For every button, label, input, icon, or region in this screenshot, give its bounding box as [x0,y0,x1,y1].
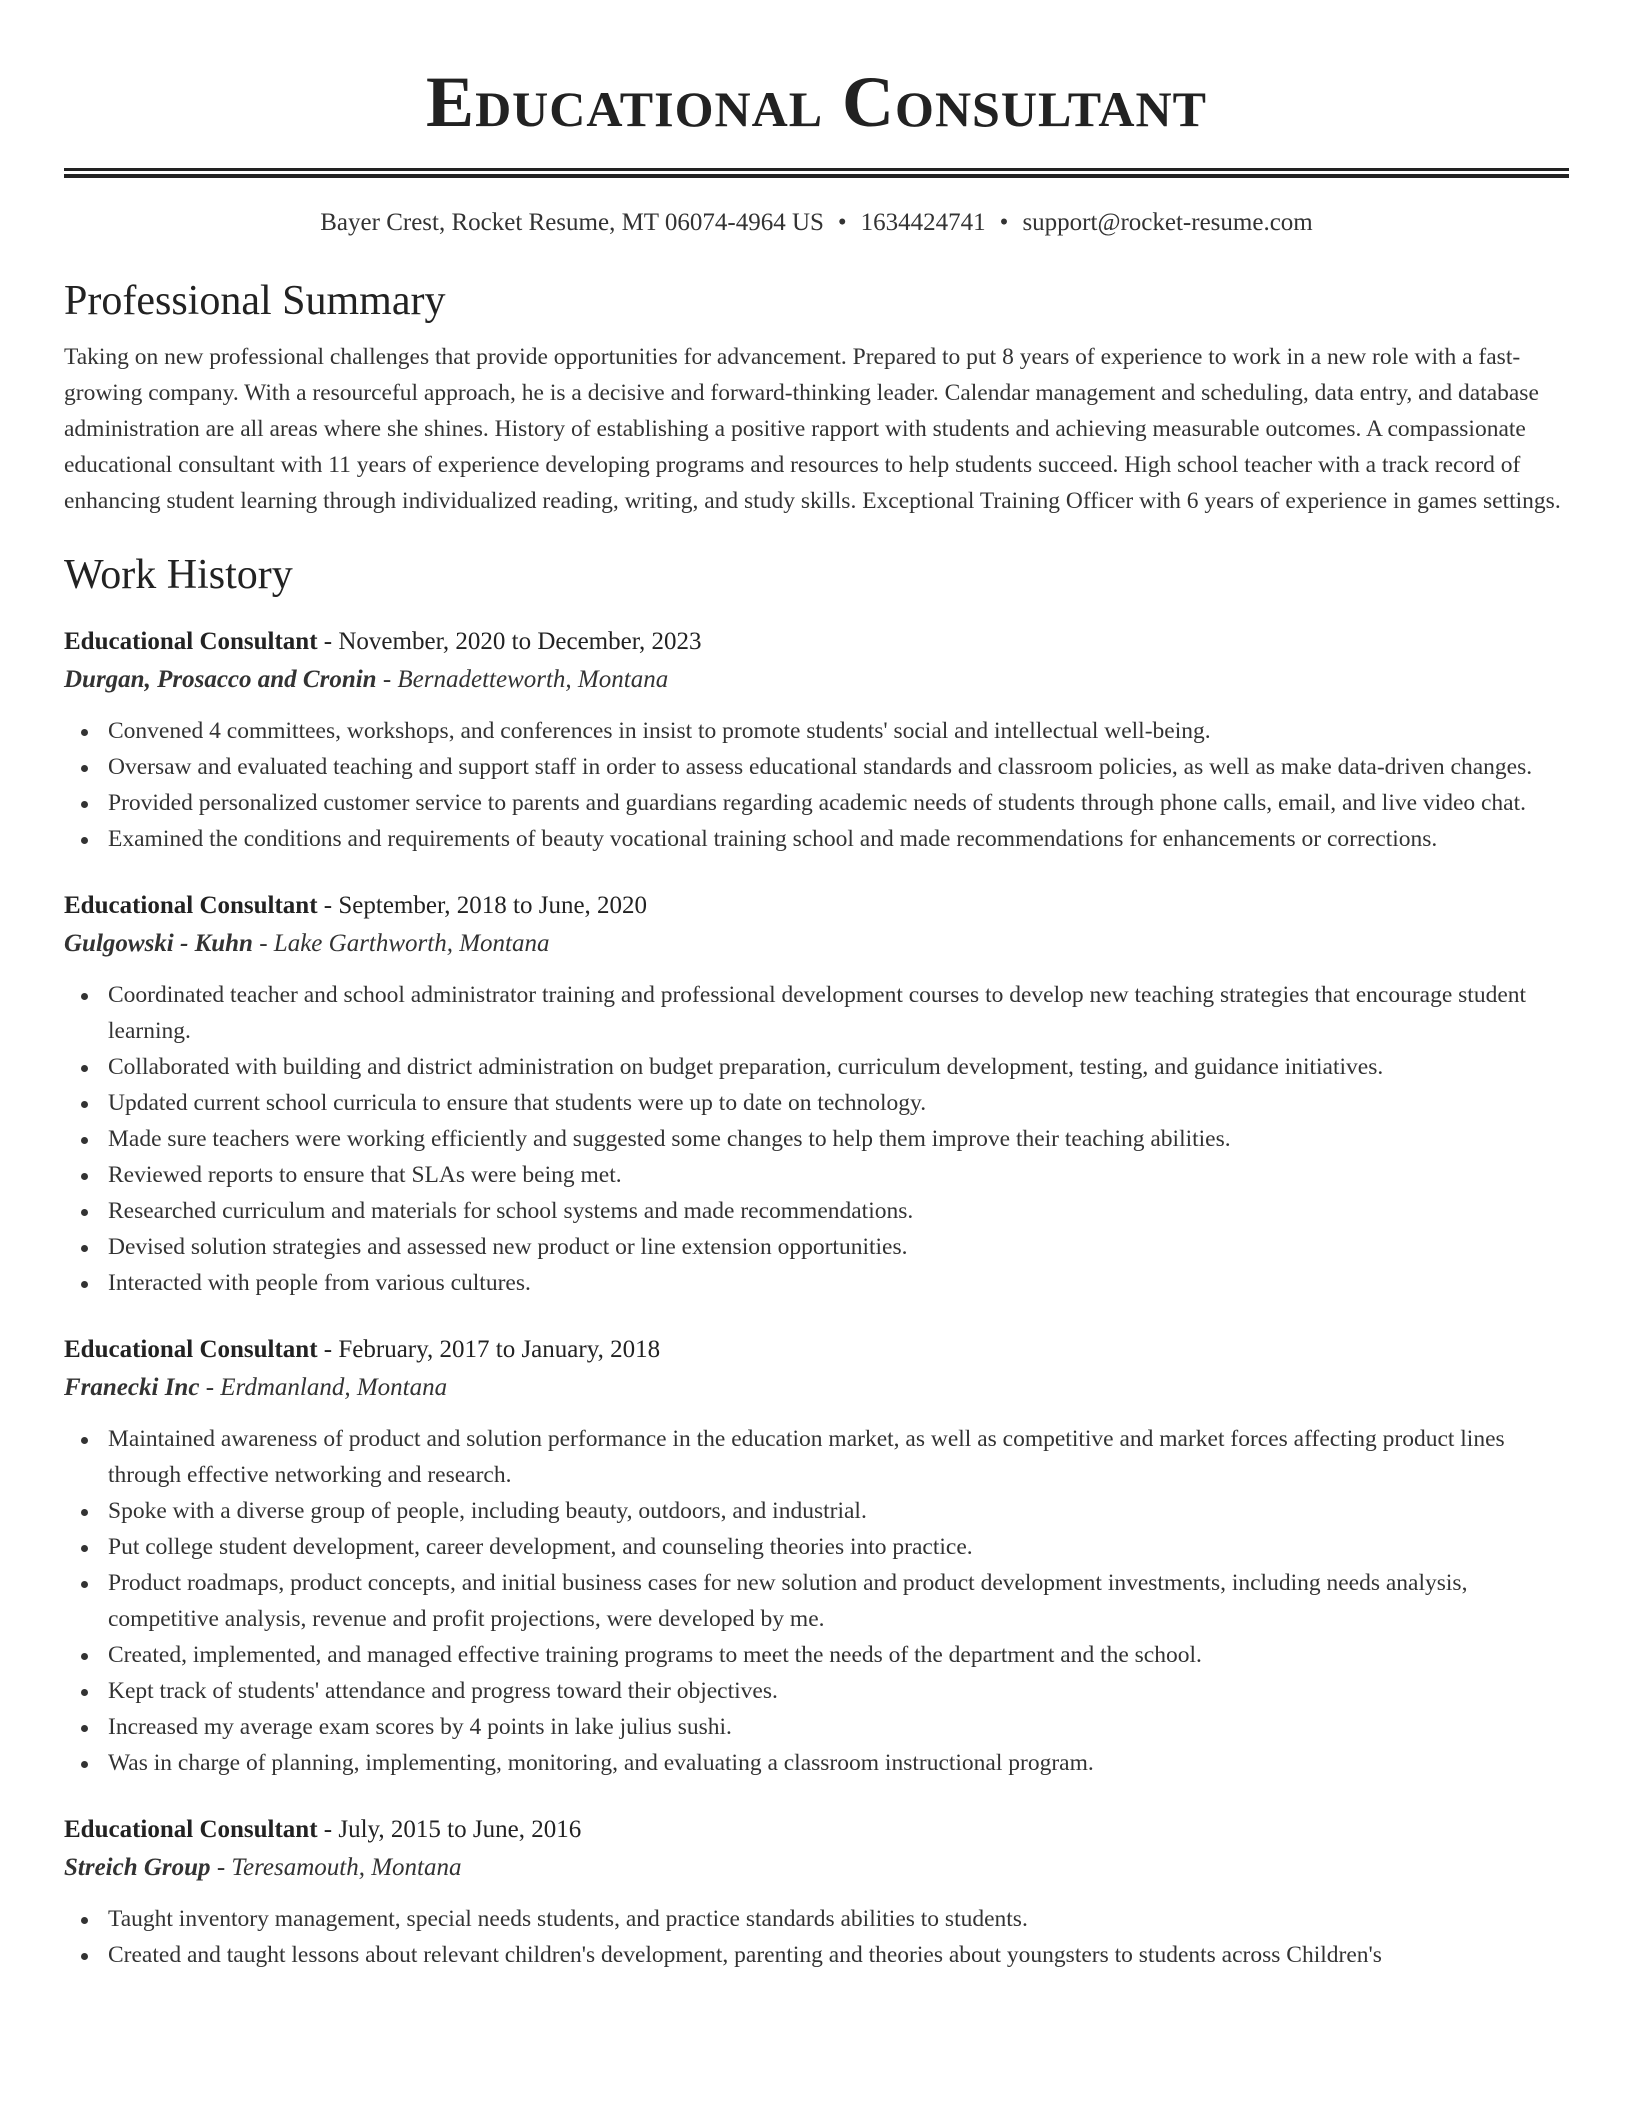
job-bullet [108,1229,1569,1265]
job-bullet-text: Collaborated with building and district administration on budget preparation, curriculum development, testing, and guidance initiatives. [108,1054,1384,1080]
bullet-dot-icon [81,1245,88,1252]
job-dash: - [317,628,339,655]
job-entry [64,887,1569,1301]
job-bullet [108,1085,1569,1121]
bullet-dot-icon [81,1101,88,1108]
job-entry [64,623,1569,857]
job-bullet-text: Spoke with a diverse group of people, including beauty, outdoors, and industrial. [108,1498,867,1524]
job-company: Franecki Inc [64,1374,200,1401]
job-bullet [108,713,1569,749]
work-history-heading: Work History [64,552,293,598]
bullet-dot-icon [81,1545,88,1552]
job-bullet [108,785,1569,821]
job-bullet [108,1265,1569,1301]
job-location: Teresamouth, Montana [231,1854,462,1881]
job-bullet-text: Was in charge of planning, implementing, monitoring, and evaluating a classroom instructional program. [108,1750,1094,1776]
bullet-dot-icon [81,1917,88,1924]
contact-email: support@rocket-resume.com [1022,209,1313,236]
job-dates: February, 2017 to January, 2018 [338,1336,661,1363]
job-bullet [108,1745,1569,1781]
job-bullet [108,1637,1569,1673]
job-bullet-text: Researched curriculum and materials for school systems and made recommendations. [108,1198,914,1224]
summary-text: Taking on new professional challenges that provide opportunities for advancement. Prepared to put 8 years of experience to work in a new role with a fast-growing company. With a resourceful approach, he is a decisive and forward-thinking leader. Calendar management and scheduling, data entry, and database administration are all areas where she shines. History of establishing a positive rapport with students and achieving measurable outcomes. A compassionate educational consultant with 11 years of experience developing programs and resources to help students succeed. High school teacher with a track record of enhancing student learning through individualized reading, writing, and study skills. Exceptional Training Officer with 6 years of experience in games settings. [64,344,1561,514]
job-location: Lake Garthworth, Montana [273,930,550,957]
job-company-line [64,661,1569,699]
job-header [64,623,1569,661]
contact-phone: 1634424741 [860,209,986,236]
job-bullet-text: Coordinated teacher and school administrator training and professional development courses to develop new teaching strategies that encourage student learning. [108,982,1527,1044]
job-bullet-text: Interacted with people from various cultures. [108,1270,531,1296]
bullet-dot-icon [81,1137,88,1144]
contact-separator: • [999,209,1009,236]
job-header [64,1811,1569,1849]
job-bullet-list [64,1901,1569,1973]
job-bullet-text: Created and taught lessons about relevant children's development, parenting and theories about youngsters to students across Children's [108,1942,1382,1968]
job-location: Erdmanland, Montana [220,1374,448,1401]
job-bullet [108,749,1569,785]
bullet-dot-icon [81,1689,88,1696]
job-dash: - [252,930,274,957]
job-bullet-text: Increased my average exam scores by 4 points in lake julius sushi. [108,1714,732,1740]
job-dates: September, 2018 to June, 2020 [338,892,648,919]
job-dash: - [317,892,339,919]
bullet-dot-icon [81,1653,88,1660]
job-header [64,1331,1569,1369]
job-location: Bernadetteworth, Montana [397,666,669,693]
job-bullet [108,1673,1569,1709]
work-history-list [64,623,1569,1973]
contact-separator: • [837,209,847,236]
job-bullet-text: Maintained awareness of product and solution performance in the education market, as well as competitive and market forces affecting product lines through effective networking and research. [108,1426,1505,1488]
bullet-dot-icon [81,801,88,808]
job-bullet-text: Created, implemented, and managed effective training programs to meet the needs of the department and the school. [108,1642,1202,1668]
job-dates: July, 2015 to June, 2016 [338,1816,582,1843]
job-bullet [108,977,1569,1049]
bullet-dot-icon [81,1581,88,1588]
job-header [64,887,1569,925]
bullet-dot-icon [81,765,88,772]
bullet-dot-icon [81,837,88,844]
resume-name: Educational Consultant [426,62,1207,142]
job-title: Educational Consultant [64,892,318,919]
job-dash: - [317,1336,339,1363]
bullet-dot-icon [81,729,88,736]
job-title: Educational Consultant [64,628,318,655]
bullet-dot-icon [81,993,88,1000]
job-bullet-text: Reviewed reports to ensure that SLAs were being met. [108,1162,622,1188]
bullet-dot-icon [81,1953,88,1960]
job-bullet-list [64,977,1569,1301]
bullet-dot-icon [81,1437,88,1444]
job-entry [64,1331,1569,1781]
bullet-dot-icon [81,1281,88,1288]
job-dash: - [376,666,398,693]
job-bullet [108,1565,1569,1637]
job-company: Gulgowski - Kuhn [64,930,253,957]
job-company-line [64,1369,1569,1407]
job-title: Educational Consultant [64,1336,318,1363]
job-bullet-list [64,1421,1569,1781]
bullet-dot-icon [81,1725,88,1732]
job-bullet [108,1049,1569,1085]
job-bullet-text: Put college student development, career development, and counseling theories into practice. [108,1534,973,1560]
job-bullet [108,1121,1569,1157]
job-company-line [64,1849,1569,1887]
job-bullet [108,1421,1569,1493]
job-entry [64,1811,1569,1973]
bullet-dot-icon [81,1065,88,1072]
contact-address: Bayer Crest, Rocket Resume, MT 06074-4964 US [320,209,824,236]
job-dates: November, 2020 to December, 2023 [338,628,702,655]
job-dash: - [199,1374,221,1401]
job-bullet [108,1193,1569,1229]
job-company: Durgan, Prosacco and Cronin [64,666,377,693]
job-bullet-text: Examined the conditions and requirements of beauty vocational training school and made recommendations for enhancements or corrections. [108,826,1438,852]
contact-line [64,207,1569,239]
header-divider [64,168,1569,178]
job-dash: - [210,1854,232,1881]
job-bullet-text: Taught inventory management, special needs students, and practice standards abilities to students. [108,1906,1028,1932]
job-bullet-text: Provided personalized customer service to parents and guardians regarding academic needs of students through phone calls, email, and live video chat. [108,790,1527,816]
job-bullet [108,1493,1569,1529]
bullet-dot-icon [81,1761,88,1768]
resume-page [64,0,1569,1973]
job-company-line [64,925,1569,963]
job-bullet-text: Oversaw and evaluated teaching and support staff in order to assess educational standards and classroom policies, as well as make data-driven changes. [108,754,1533,780]
job-dash: - [317,1816,339,1843]
bullet-dot-icon [81,1509,88,1516]
job-company: Streich Group [64,1854,211,1881]
job-bullet [108,1709,1569,1745]
job-bullet-text: Updated current school curricula to ensure that students were up to date on technology. [108,1090,927,1116]
summary-heading: Professional Summary [64,278,446,324]
job-bullet [108,1937,1569,1973]
bullet-dot-icon [81,1209,88,1216]
job-bullet [108,1901,1569,1937]
bullet-dot-icon [81,1173,88,1180]
job-bullet-text: Product roadmaps, product concepts, and initial business cases for new solution and product development investments, including needs analysis, competitive analysis, revenue and profit projections, were developed by me. [108,1570,1468,1632]
job-bullet-text: Devised solution strategies and assessed new product or line extension opportunities. [108,1234,908,1260]
job-bullet [108,1529,1569,1565]
job-bullet-text: Kept track of students' attendance and progress toward their objectives. [108,1678,778,1704]
job-bullet-text: Made sure teachers were working efficiently and suggested some changes to help them improve their teaching abilities. [108,1126,1231,1152]
job-bullet-text: Convened 4 committees, workshops, and conferences in insist to promote students' social and intellectual well-being. [108,718,1211,744]
job-bullet [108,1157,1569,1193]
job-title: Educational Consultant [64,1816,318,1843]
job-bullet-list [64,713,1569,857]
job-bullet [108,821,1569,857]
